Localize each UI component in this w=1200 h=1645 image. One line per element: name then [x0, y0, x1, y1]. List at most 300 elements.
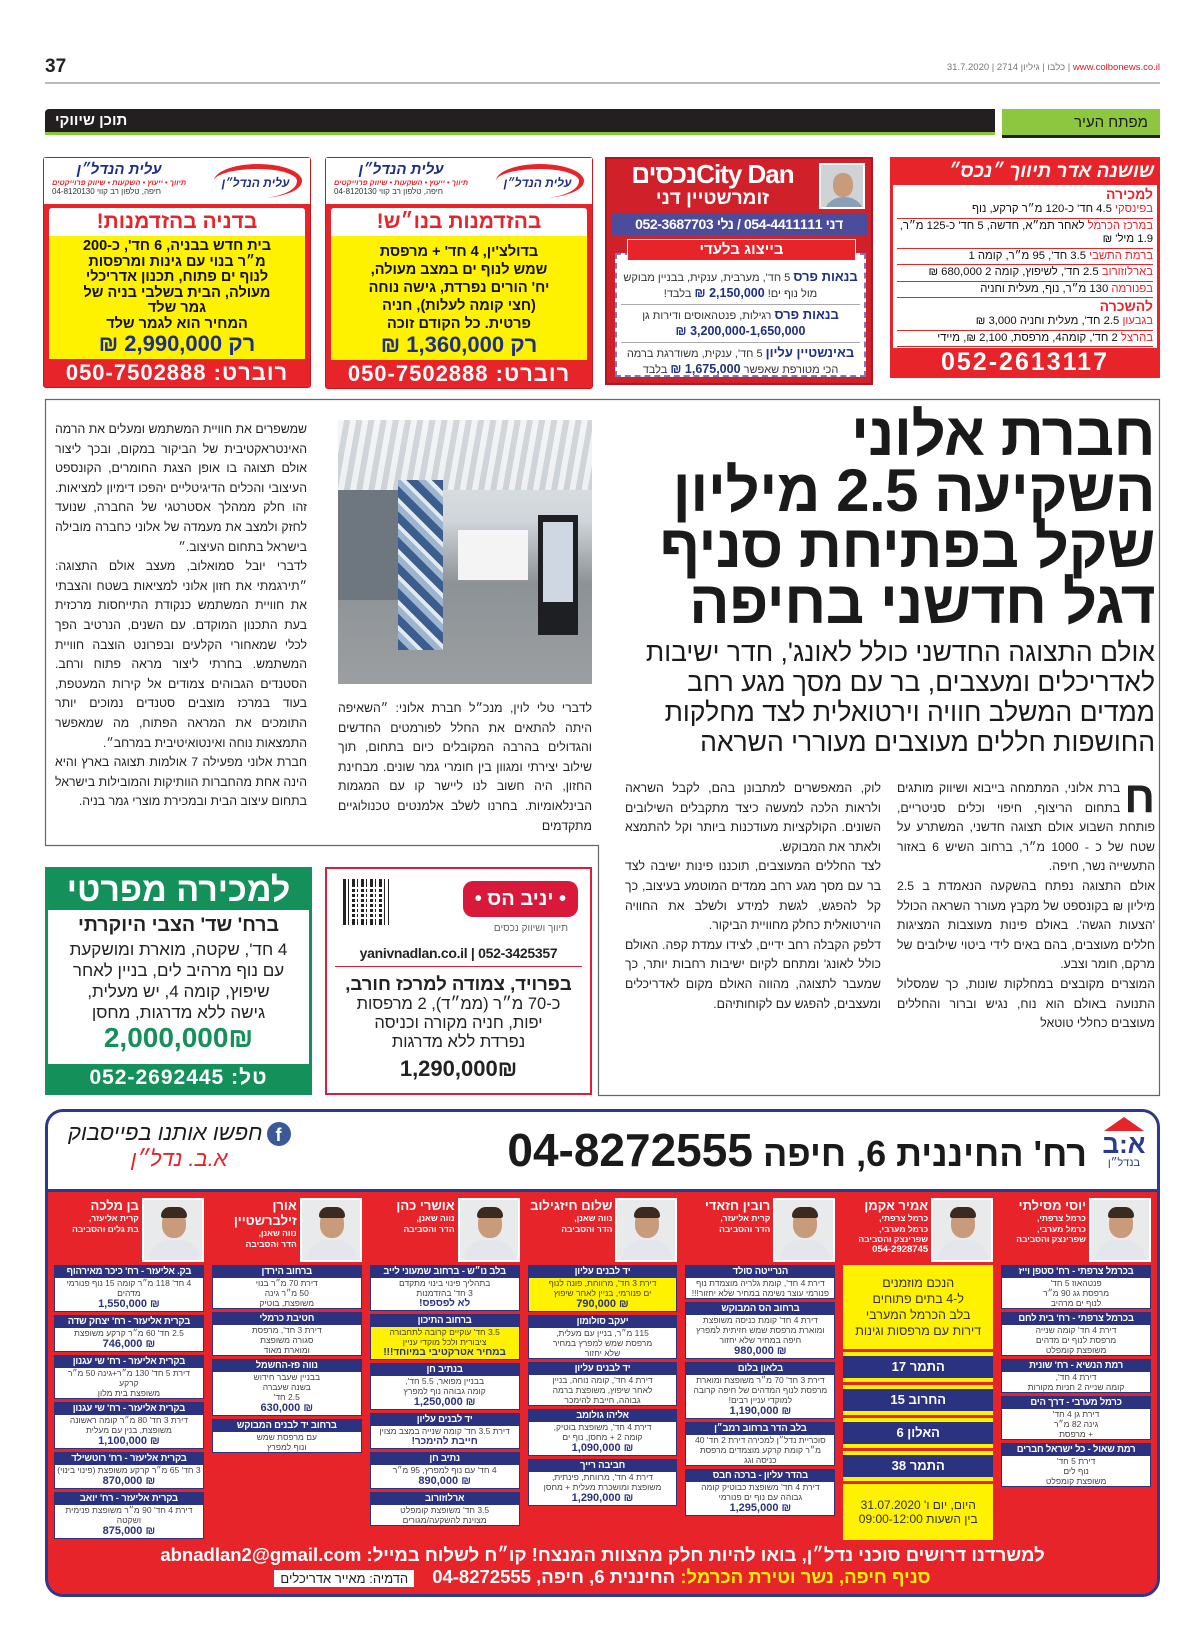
listing-price: ₪ 1,250,000 [413, 1396, 476, 1408]
listing-location: בגבעון [1122, 315, 1153, 327]
listing-text: 2.5 חד', לשיפוץ, קומה 2 680,000 ₪ [928, 266, 1102, 278]
agent-area: נווה שאנן, [258, 1228, 297, 1238]
agent-header [1001, 1198, 1151, 1262]
listing-text: 2 חד', קומה4, מרפסת, 2,100 ₪, מיידי [937, 331, 1121, 344]
ad-line: כ-70 מ״ר (ממ״ד), 2 מרפסות [356, 995, 561, 1013]
headline-line: השקיעה 2.5 מיליון [672, 457, 1155, 524]
listing-price: ₪ 1,290,000 [571, 1492, 634, 1504]
listing-detail: לאחר שיפוץ, משופצת ברמה [552, 1385, 653, 1395]
open-house-when: בין השעות 09:00-12:00 [858, 1512, 978, 1526]
listing-detail: מ״ר קומת קרקע מוצמדים מרפסת [699, 1445, 821, 1455]
listing-price: ₪ 1,295,000 [729, 1502, 792, 1514]
agent-photo [773, 1198, 835, 1262]
agent-area: הדר והסביבה [245, 1238, 297, 1249]
article-column [625, 779, 881, 1034]
article-columns [615, 773, 1155, 1034]
listing-detail: מרפסת לנוף המדהים של חיפה קרובה [693, 1385, 828, 1395]
agent-name: אושרי כהן [396, 1198, 455, 1213]
listing-card[interactable] [212, 1359, 362, 1416]
listing-location: בנאות פרס [793, 269, 858, 284]
listing-detail: דירת 4 חד' קומת כניסה משופצת [702, 1315, 818, 1325]
article-column [897, 773, 1155, 1034]
listing-title: בכרמל צרפתי - רח' בית לחם [1002, 1313, 1150, 1325]
listing-detail: ים פנורמי, בניין לאחר שיפוץ [553, 1288, 652, 1298]
listing-title: ברחוב יד לבנים המבוקש [213, 1420, 361, 1432]
agent-column [843, 1198, 993, 1540]
listing [897, 202, 1153, 219]
listing-title: חטיבת כרמלי [213, 1313, 361, 1325]
listing-emphasis: לא לפספס! [419, 1298, 471, 1309]
image-caption: הדמיה: מאייר אדריכלים [274, 1570, 414, 1587]
exclusive-label: בייצוג בלעדי [627, 239, 856, 261]
article-column [55, 420, 307, 812]
alit-brand: עלית הנדל״ן [76, 161, 162, 178]
listing-text: 5 חד', מערבית, ענקית, בבניין מבוקש מול נוף ים! [623, 272, 818, 300]
listing-detail: קומה גבוהה נוף למפרץ [403, 1386, 486, 1396]
agent-column [528, 1198, 678, 1506]
listing-detail: משופצת, בנין עם מעלית [85, 1425, 172, 1435]
ad-line: גישה ללא מדרגות, מחסן [91, 1003, 266, 1022]
ad-price: 2,000,000₪ [103, 1022, 254, 1053]
agent-name: שלום חיזגילוב [530, 1198, 613, 1213]
agent-name: אמיר אקמן [864, 1198, 929, 1213]
listing-detail: 3.5 חד' משופצת קומפלט [400, 1505, 490, 1515]
listing-detail: ציבורית ולכל מוקדי עניין [402, 1337, 487, 1347]
listing-text: 4.5 חד' כ-120 מ״ר קרקע, נוף [972, 203, 1116, 215]
paragraph: לדברי יובל סמואלוב, מעצב אולם התצוגה: ״תירגמתי את חזון אלוני למציאות בשטח והצבתי את חוויית המשתמש כנקודת התייחסות מרכזית בעת התכנון המוקדם. עם השנים, הנרטיב הפך לכלי שמאחורי הקלעים ובפרונט הוצבה חוויית המשתמש. בחרתי ליצור מראה פתוח ורחב. הסטנדים הגבוהים צמודים אל קירות המעטפת, בעוד במרכז מוצבים סטנדים נמוכים יותר התומכים את המראה הפתוח, מה שמאפשר התמצאות נוחה ואינטואיטיבית במרחב״. [55, 559, 307, 750]
ad-line: פרטית. כל הקודם זוכה [386, 316, 531, 332]
listing-title: יד לבנים עליון [529, 1266, 677, 1278]
listing-title: בהדר עליון - ברכה חבס [686, 1470, 834, 1482]
listing-detail: ונוף למפרץ [267, 1442, 307, 1452]
listing-detail: משופצת קומפלט [1045, 1476, 1107, 1486]
listing-price: ₪ 870,000 [102, 1475, 156, 1487]
alit-brand: עלית הנדל״ן [358, 161, 444, 178]
listing [897, 314, 1153, 331]
listing-location: בפינסקי [1115, 203, 1153, 215]
listing-title: ארלוזורוב [371, 1493, 519, 1505]
listing-detail: גינה 82 מ״ר [1053, 1419, 1099, 1429]
open-house-address: החרוב 15 [843, 1385, 993, 1415]
alit-ad-denia [43, 157, 311, 388]
listing-title: חביבה רייך [529, 1460, 677, 1472]
listing-card[interactable] [54, 1402, 204, 1449]
sale-label: למכירה [1106, 186, 1153, 202]
agent-photo [615, 1198, 677, 1262]
shoshana-ad [890, 157, 1160, 378]
agent-header [843, 1198, 993, 1262]
agent-area: כרמל מערבי, [879, 1223, 929, 1234]
listing-title: כרמל מערבי - דרך הים [1002, 1397, 1150, 1409]
agent-photo [142, 1198, 204, 1262]
agent-header [370, 1198, 520, 1262]
listing-detail: 2.5 חד' 60 מ״ר קרקע משופצת [73, 1328, 184, 1338]
ad-street: ברח' שד' הצבי היוקרתי [77, 914, 280, 936]
listing-card[interactable] [212, 1265, 362, 1309]
listing-title: נווה פז-החשמל [213, 1360, 361, 1372]
listing-title: בלאון בלום [686, 1363, 834, 1375]
agent-column [685, 1198, 835, 1516]
yaniv-logo: • יניב הס • [463, 881, 578, 917]
listing-text: 5 חד', ענקית, משודרגת ברמה הכי מטורפת שאפשר [626, 348, 839, 376]
listing [621, 343, 860, 380]
listing-title: ברחוב הס המבוקש [686, 1303, 834, 1315]
listing-price: ₪ 1,550,000 [98, 1298, 160, 1310]
listing-location: באינשטיין עליון [765, 345, 855, 360]
paragraph: חברת אלוני מפעילה 7 אולמות תצוגה בארץ והיא הינה אחת מהחברות הוותיקות והמובילות בישראל בתחום עיצוב הבית ובמכירת מוצרי גמר בניה. [55, 755, 307, 809]
agent-columns [48, 1192, 1157, 1540]
listing-title: יעקב סולומון [529, 1316, 677, 1328]
paragraph: שמשפרים את חוויית המשתמש ומעלים את הרמה האינטראקטיבית של הביקור במקום, ובכך ליצור אולם תצוגה בו אופן הצגת החומרים, הקונספט העיצובי והכלים הדיגיטליים יהפכו דימיון למציאות. זהו חלק ממהלך אסטרטגי של החברה, שנועד לחזק ולמצב את מעמדה של אלוני כחברה מובילה בישראל בתחום העיצוב.״ [55, 422, 307, 554]
listing [897, 282, 1153, 299]
ad-line: עם נוף מרהיב לים, בניין לאחר [72, 961, 285, 980]
ab-logo [1101, 1117, 1147, 1169]
listing-title: בקרית אליעזר - רח' יצחק שדה [55, 1316, 203, 1328]
listing-detail: דירת 4 חד' משופצת כבוטיק קומה [701, 1482, 820, 1492]
agent-area: הדר והסביבה [561, 1223, 613, 1234]
alit-logo: עלית הנדל״ן [496, 164, 584, 198]
article-column [338, 699, 592, 836]
site-link[interactable]: www.colbonews.co.il [1072, 62, 1160, 73]
listing-location: בנאות פרס [774, 307, 839, 322]
listing-detail: דירת 5 חד' [1056, 1456, 1096, 1466]
ad-line: בדולצ'ין, 4 חד' + מרפסת [379, 244, 539, 260]
recruiting-line: למשרדנו דרושים סוכני נדל״ן, בואו להיות חלק מהצוות המנצח! קו״ח לשלוח במייל: abnadlan2@gmail.com [160, 1544, 1045, 1565]
paragraph: לדברי טלי לוין, מנכ״ל חברת אלוני: ״השאיפה היתה להתאים את החלל לפורמטים החדשים והגדולים בהרבה המקובלים כיום בתחום, תוך שילוב יצירתי ומגוון בין חומרי גמר שונים. מבחינת החזון, היה חשוב לנו ליישר קו עם המגמות הבינלאומיות. בחרנו לשלב אלמנטים טכנולוגיים מתקדמים [338, 701, 592, 833]
paragraph: אולם התצוגה נפתח בהשקעה הנאמדת ב 2.5 מיליון ₪ בקונספט של מקבץ מעורר השראה הכולל 'הצעות הגשה'. באולם פינות מעוצבות המציגות חללים מעוצבים, בהם באים לידי ביטוי שילובים של מרקם, חומר וצבע. [897, 878, 1155, 972]
listing-title: הנרייטה סולד [686, 1266, 834, 1278]
agent-name: בן מלכה [90, 1198, 139, 1213]
listing-card[interactable] [54, 1355, 204, 1399]
citydan-ad [605, 157, 873, 385]
paragraph: דלפק הקבלה רחב ידיים, לצידו עמדת קפה. האולם כולל לאונג' ומתחם לקיום ישיבות רחבות יותר, כך שמעבר לתצוגה, מהווה האולם מקום לאדריכלים ומעצבים, להפגש עם לקוחותיהם. [625, 937, 881, 1011]
listing-detail: בשנה שעברה [262, 1382, 311, 1392]
open-house-address: התמר 38 [843, 1451, 993, 1481]
agent-area: כרמל צרפתי, [879, 1213, 929, 1223]
listing-title: בלב נו״ש - ברחוב שמעוני לייב [371, 1266, 519, 1278]
agent-header [685, 1198, 835, 1262]
rent-label: להשכרה [1099, 298, 1153, 314]
listing-card[interactable] [1001, 1443, 1151, 1487]
paragraph: לוק, המאפשרים למתבונן בהם, לקבל השראה ולראות הלכה למעשה כיצד מתקבלים השילובים השונים. הקולקציות מעודכנות ביותר וקל להתמצא ולאתר את המבוקש. [625, 781, 881, 854]
citydan-phones: דני 054-4411111 / נלי 052-3687703 [611, 213, 867, 235]
listing-detail: דירת גן 4 חד' [1052, 1409, 1100, 1419]
ad-title: בהזדמנות בנו״ש! [331, 208, 587, 236]
ad-title: בדניה בהזדמנות! [49, 208, 305, 236]
listing-card[interactable] [1001, 1359, 1151, 1393]
listing-detail: פנטהאוז 5 חד' [1050, 1278, 1102, 1288]
office-address: רח' החיננית 6, חיפה [762, 1133, 1087, 1174]
listing-detail: מרפסת גג 90 מ״ר [1043, 1288, 1110, 1298]
listing-tail: בלבד! [663, 288, 695, 300]
private-sale-ad [45, 867, 312, 1095]
agent-area: קרית אליעזר, [88, 1213, 139, 1223]
listing-detail: דירת 4 חד' קומה שנייה [1035, 1325, 1117, 1335]
listing-detail: בתהליך פינוי בינוי מתקדם [398, 1278, 491, 1288]
listing-detail: מרפסת לנוף ים מדהים [1035, 1335, 1117, 1345]
qr-code-icon[interactable] [343, 879, 389, 925]
listing-card[interactable] [528, 1265, 678, 1312]
ad-contact: רוברט: 050-7502888 [65, 360, 289, 385]
listing-title: בלב הדר ברחוב רמב״ן [686, 1423, 834, 1435]
agent-area: קרית אליעזר, [720, 1213, 771, 1223]
listing-price: ₪ 1,100,000 [98, 1435, 160, 1447]
ad-line: יפות, חניה מקורה וכניסה [374, 1014, 543, 1032]
listing-text: לאחר תמ״א, חדשה, 5 חד' כ-125 מ״ר, 1.9 מיל' ₪ [899, 219, 1153, 245]
listing [621, 305, 860, 343]
alit-tagline: תיווך • ייעוץ • השקעות • שיווק פרוייקטים [52, 178, 187, 187]
listing [621, 267, 860, 305]
listing-detail: חיפה במחיר שלא יחזור [719, 1335, 802, 1345]
listing-title: בק. אליעזר - רח' כיכר מאירהוף [55, 1266, 203, 1278]
facebook-cta: חפשו אותנו בפייסבוק [68, 1120, 263, 1145]
listing-card[interactable] [1001, 1265, 1151, 1309]
listing-title: יד לבנים עליון [371, 1414, 519, 1426]
ad-line: שמש לנוף ים במצב מעולה, [370, 262, 548, 278]
agent-area: נווה שאנן, [416, 1213, 455, 1223]
ad-title: למכירה מפרטי [48, 870, 309, 910]
listing-detail: קומה 2 + מחסן, נוף ים [562, 1432, 643, 1442]
ad-price: רק 1,360,000 ₪ [380, 332, 538, 357]
open-house-line: הנכם מוזמנים [882, 1276, 955, 1290]
alit-logo: עלית הנדל״ן [214, 164, 302, 198]
listing-card[interactable] [1001, 1312, 1151, 1356]
listing-detail: מרפסת שמש למפרץ במחיר [552, 1338, 653, 1348]
listing-card[interactable] [212, 1419, 362, 1453]
listing-card[interactable] [528, 1315, 678, 1359]
alit-ad-nosh [325, 157, 593, 389]
section-tab-city-key: מפתח העיר [1002, 109, 1160, 138]
paragraph: ברת אלוני, המתמחה בייבוא ושיווק מותגים בתחום הריצוף, חיפוי וכלים סניטריים, פותחת השבוע אולם תצוגה חדשני, המשתרע על שטח של כ - 1000 מ״ר, ברחוב השיש 6 באזור התעשייה נשר, חיפה. [897, 781, 1155, 874]
issue-meta [947, 62, 1160, 73]
listing [897, 249, 1153, 266]
listing-detail: משופצת קומפלט [1045, 1345, 1107, 1355]
ab-nadlan-ad [45, 1109, 1160, 1597]
agent-area: נווה שאנן, [574, 1213, 613, 1223]
listing-title: בקרית אליעזר - רח' שי עגנון [55, 1403, 203, 1415]
agent-photo [1089, 1198, 1151, 1262]
listing-detail: 2.5 חד' [273, 1392, 300, 1402]
listing-card[interactable] [1001, 1396, 1151, 1440]
listing-detail: משופצת, בוטיק [259, 1298, 315, 1308]
listing-card[interactable] [685, 1362, 835, 1419]
open-house-time [843, 1484, 993, 1540]
agent-photo [458, 1198, 520, 1262]
ad-price: 1,290,000₪ [399, 1056, 518, 1081]
shoshana-title: שושנה אדר תיווך ״נכס״ [948, 161, 1154, 182]
listing-card[interactable] [685, 1469, 835, 1516]
listing-detail: לנוף ים מרהיב [1050, 1298, 1102, 1308]
branch-address: החיננית 6, חיפה, 04-8272555 [432, 1566, 681, 1587]
agent-name: רובין חזאדי [704, 1198, 771, 1213]
page-number: 37 [45, 56, 67, 77]
listing-detail: דירת 4 חד', קומה נוחה, בניין [552, 1375, 653, 1385]
listing-card[interactable] [54, 1452, 204, 1489]
listing-title: בקרית אליעזר - רח' רוטשילד [55, 1453, 203, 1465]
open-house-line: בלב הכרמל המערבי [865, 1308, 971, 1322]
agent-header [212, 1198, 362, 1262]
listing-detail: ומוארת מרפסת שמש חזיתית למפרץ [696, 1325, 825, 1335]
citydan-owner: זומרשטיין דני [655, 188, 770, 209]
listing-tail: בלבד [642, 364, 671, 376]
listing-title: בקרית אליעזר - רח' יואב [55, 1493, 203, 1505]
listing-card[interactable] [370, 1363, 520, 1410]
agent-phone: 054-2928745 [872, 1243, 929, 1255]
agent-area: כרמל מערבי, [1036, 1223, 1086, 1234]
listing-detail: גבוהה עם נוף ים פנורמי [718, 1492, 803, 1502]
ad-line: שיפוץ, קומה 4, יש מעלית, [87, 982, 270, 1001]
agent-header [54, 1198, 204, 1262]
listing-card[interactable] [685, 1422, 835, 1466]
listing-title: יד לבנים עליון [529, 1363, 677, 1375]
listing-location: בפנורמה [1111, 282, 1153, 295]
listing-card[interactable] [54, 1315, 204, 1352]
facebook-brand: א.ב. נדל״ן [130, 1146, 228, 1172]
article-main [615, 401, 1155, 1034]
listing-detail: גבוהה, חייבת להימכר [564, 1395, 641, 1405]
listing-detail: 115 מ״ר, בניין עם מעלית, [556, 1328, 649, 1338]
listing-card[interactable] [528, 1409, 678, 1456]
branch-label: סניף חיפה, נשר וטירת הכרמל: [680, 1566, 931, 1587]
ad-body [49, 236, 305, 359]
listing [897, 265, 1153, 282]
listing-detail: דירת 70 מ״ר בנוי [255, 1278, 318, 1288]
marketing-label: תוכן שיווקי [55, 112, 128, 129]
paragraph: המוצרים מקובצים במחלקות שונות, כך שמסלול התנועה באולם הוא נוח, נגיש וברור והחללים מעוצבים כחללי טוטאל [897, 976, 1155, 1031]
headline-line: חברת אלוני [850, 401, 1155, 468]
listing-card[interactable] [528, 1362, 678, 1406]
article-subheadline: אולם התצוגה החדשני כולל לאונג', חדר ישיבות לאדריכלים ומעצבים, בר עם מסך מגע רחב ממדים המשלב חוויה וירטואלית לצד מחלקות החושפות חללים מעוצבים מעוררי השראה [645, 637, 1155, 757]
listing-emphasis: חייבת להימכר! [411, 1436, 478, 1447]
listing-detail: 3.5 חד' עוקיים קרובה לתחבורה [389, 1327, 500, 1337]
listing-detail: ומוארת מאוד [263, 1345, 310, 1355]
showroom-photo [338, 420, 592, 684]
listing-emphasis: במחיר אטרקטיבי במיוחד!!! [383, 1347, 506, 1358]
agent-area: בת גלים והסביבה [72, 1223, 139, 1234]
yaniv-contact: yanivnadlan.co.il | 052-3425357 [335, 945, 582, 967]
listing-price: ₪ 630,000 [260, 1402, 314, 1414]
listing-card[interactable] [54, 1265, 204, 1312]
listing-detail: דירת 3 חד', מרפסת [251, 1325, 322, 1335]
ad-line: 4 חד', שקטה, מוארת ומושקעת [69, 940, 288, 959]
listing-text: רגילות, פנטהאוסים ודירות גן [642, 310, 775, 322]
listing-detail: 3 חד' בהזדמנות [416, 1288, 473, 1298]
listing-text: 3.5 חד', 95 מ״ר, קומה 1 [968, 249, 1090, 262]
open-house-line: ל-4 בתים פתוחים [872, 1292, 964, 1306]
logo-letters: א:ב [1102, 1129, 1146, 1159]
listing-card[interactable] [212, 1312, 362, 1356]
listing-location: בארלוזורוב [1101, 266, 1153, 278]
listing-text: 2.5 חד', מעלית וחניה 3,000 ₪ [975, 315, 1123, 327]
listing-text: 130 מ״ר, נוף, מעלית וחניה [980, 282, 1112, 295]
listing-detail: 4 חד' עם נוף למפרץ, 95 מ״ר [392, 1465, 497, 1475]
listing-price: ₪ 790,000 [576, 1298, 629, 1310]
shoshana-listings [893, 185, 1157, 348]
section-bar [45, 109, 995, 135]
listing-card[interactable] [370, 1452, 520, 1489]
listing-detail: למוקדי עניין רבים! [728, 1395, 793, 1405]
headline-line: דגל חדשני בחיפה [689, 569, 1155, 636]
agent-area: שפרינצק והסביבה [1016, 1234, 1086, 1244]
agent-name: יוסי מסילתי [1018, 1198, 1086, 1213]
listing-detail: קומה שנייה 2 חניות מקורות [1027, 1382, 1125, 1392]
listing-card[interactable] [528, 1459, 678, 1506]
open-house-line: דירות עם מרפסות וגינות [855, 1324, 982, 1338]
listing-card[interactable] [370, 1492, 520, 1526]
ad-line: לנוף ים פתוח, תכנון אדריכלי [85, 269, 269, 285]
listing-price: 1,675,000 ₪ [670, 362, 741, 376]
ad-line: בית חדש בבניה, 6 חד', כ-200 [82, 238, 272, 254]
headline-line: שקל בפתיחת סניף [659, 513, 1155, 580]
listing-title: אליהו גולומב [529, 1410, 677, 1422]
listing-card[interactable] [370, 1314, 520, 1360]
open-house-address: האלון 6 [843, 1418, 993, 1448]
ad-line: יח' הורים נפרדת, גישה נוחה [368, 280, 550, 296]
listing-detail: דירת 4 חד', [1055, 1372, 1097, 1382]
ad-body [331, 236, 587, 360]
listing-detail: משופצת בית מלון [97, 1388, 161, 1398]
ad-phone: טל: 052-2692445 [48, 1064, 309, 1092]
ad-line: נפרדת ללא מדרגות [391, 1033, 526, 1051]
paragraph: לצד החללים המעוצבים, תוכננו פינות ישיבה לצד בר עם מסך מגע רחב ממדים המוטמע בעיצוב, כך קל להפגש, לגשת למידע ולשלב את החוויה הוירטואלית כחלק מחוויית הביקור. [625, 859, 881, 933]
ad-contact: רוברט: 050-7502888 [347, 361, 571, 386]
open-house-when: היום, יום ו' 31.07.2020 [860, 1498, 976, 1512]
listing-price: 3,200,000-1,650,000 ₪ [675, 324, 806, 338]
listing-title: בקרית אליעזר - רח' שי עגנון [55, 1356, 203, 1368]
listing-detail: סגורה משופצת [260, 1335, 314, 1345]
ad-line: (חצי קומה לעלות), חניה [382, 298, 536, 314]
listing-detail: בבניין שעבר חידוש [253, 1372, 321, 1382]
listing-card[interactable] [370, 1265, 520, 1311]
listing-detail: משופצת ומושכרת מעלית + מחסן [543, 1482, 662, 1492]
ad-line: גמר שלד [147, 300, 207, 316]
article-headline [615, 401, 1155, 636]
listing-price: ₪ 890,000 [418, 1475, 471, 1487]
listing-title: רמת שאול - כל ישראל חברים [1002, 1444, 1150, 1456]
alit-tagline: תיווך • ייעוץ • השקעות • שיווק פרוייקטים [334, 178, 469, 187]
listing-detail: נוף לים [1063, 1466, 1089, 1476]
listing-price: 2,150,000 ₪ [694, 286, 765, 300]
listing-detail: שלא יחזור [584, 1348, 621, 1358]
agent-header [528, 1198, 678, 1262]
agent-name: אורן זילברשטיין [233, 1198, 297, 1228]
listing-card[interactable] [685, 1265, 835, 1299]
listing-detail: דירת 4 חד', קומת גלריה מוצמדת נוף [695, 1278, 825, 1288]
listing-title: רמת הנשיא - רח' שונית [1002, 1360, 1150, 1372]
listing [897, 331, 1153, 348]
facebook-icon[interactable]: f [267, 1122, 291, 1146]
listing-detail: סוכריית נדל״ן למכירה דירת 2 חד' 40 [695, 1435, 826, 1445]
alit-phone: חיפה, טלפון רב קווי 04-8120130 [52, 187, 162, 196]
listing-card[interactable] [54, 1492, 204, 1539]
ad-line: מ״ר בנוי עם גינות ומרפסות [88, 253, 266, 270]
listing-detail: דירת 4 חד', משופצת בוטיק, [553, 1422, 652, 1432]
listing-detail: + מרפסת [1059, 1429, 1094, 1439]
header-rule [45, 82, 1160, 84]
yaniv-tagline: תיווך ושיווק נכסים [493, 923, 568, 934]
ad-line: מעולה, הבית בשלבי בניה של [83, 284, 271, 301]
listing-detail: 50 מ״ר גינה [264, 1288, 309, 1298]
listing-card[interactable] [370, 1413, 520, 1449]
listing-detail: בבניין מפואר, 5.5 חד', [405, 1376, 485, 1386]
alit-phone: חיפה, טלפון רב קווי 04-8120130 [334, 187, 444, 196]
listing-price: ₪ 1,090,000 [571, 1442, 634, 1454]
listing-detail: דירת 3.5 חד' קומה שנייה במצב מצוין [379, 1426, 510, 1436]
agent-photo [819, 163, 865, 209]
listing-card[interactable] [685, 1302, 835, 1359]
listing-detail: דירת 4 חד', מרווחת, פינתית, [551, 1472, 654, 1482]
listing-title: נתיב חן [371, 1453, 519, 1465]
